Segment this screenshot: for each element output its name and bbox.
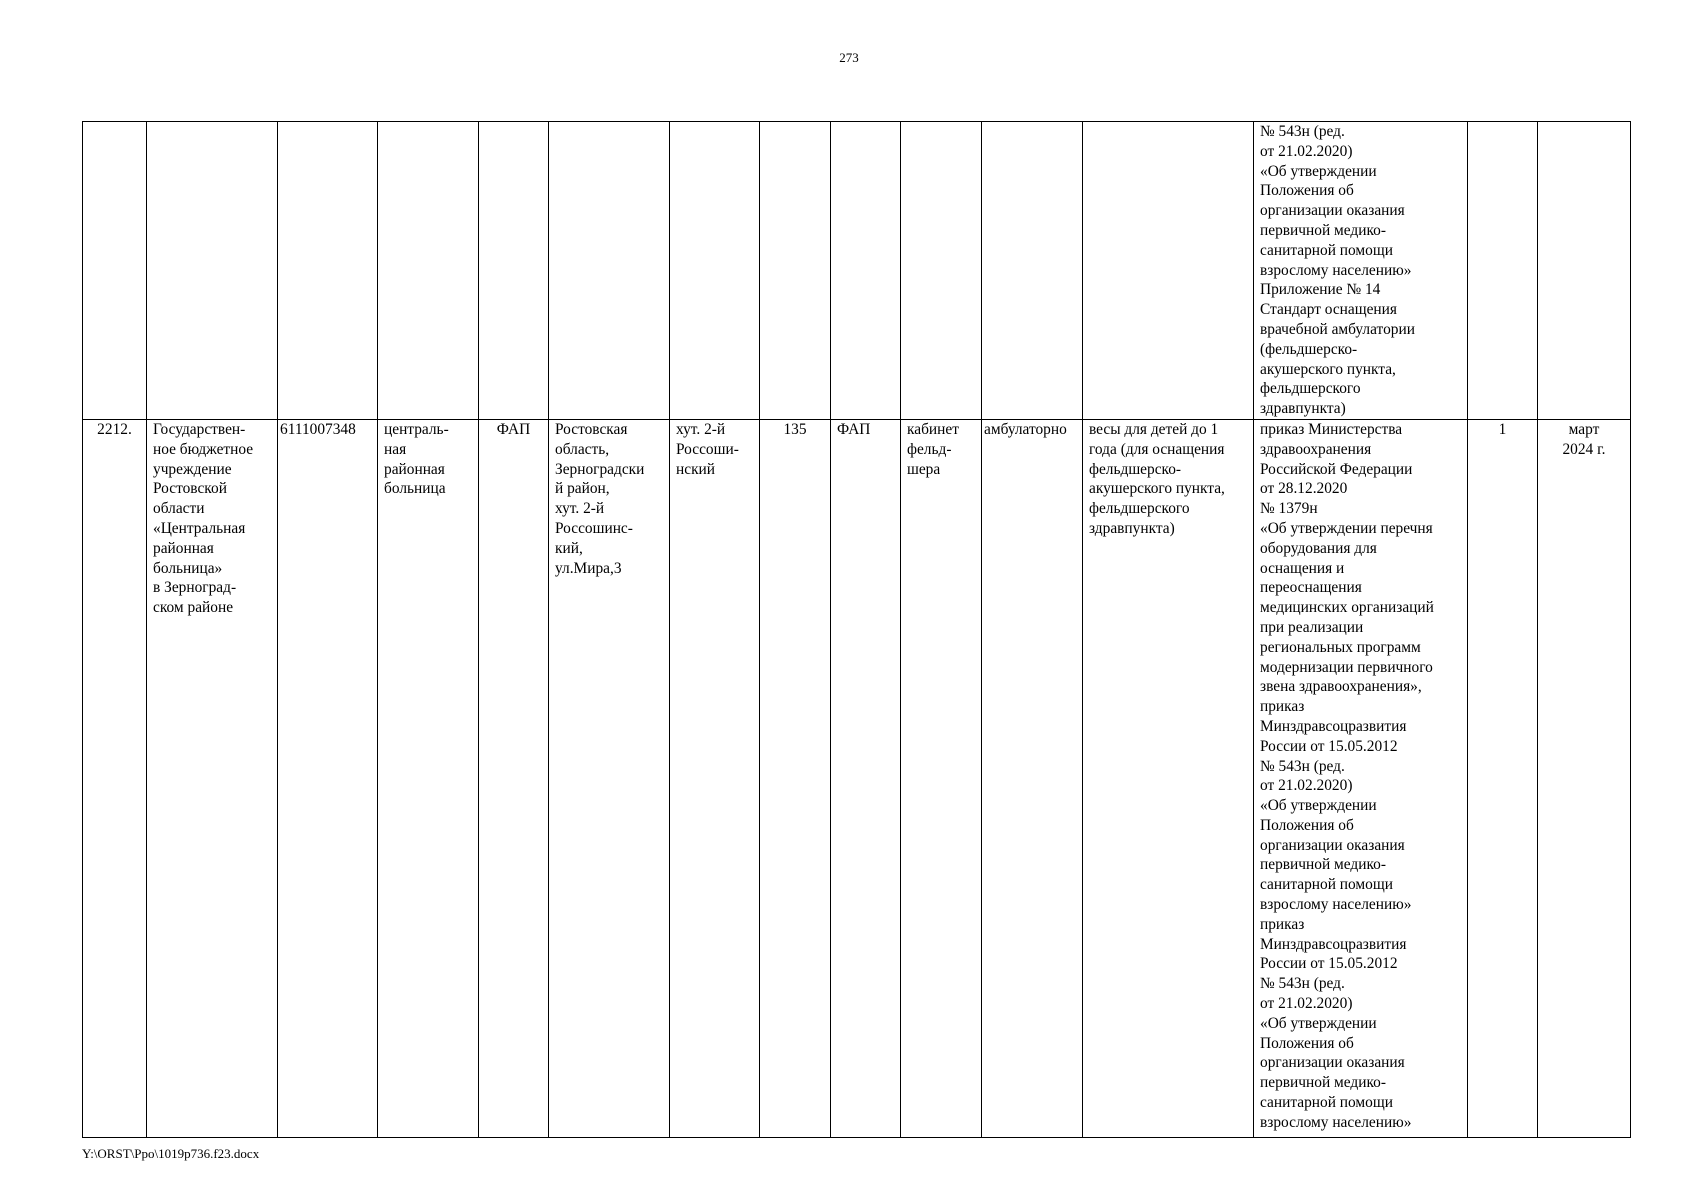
cell-quantity: 1 <box>1468 419 1538 1137</box>
cell-population <box>760 122 831 420</box>
cell-facility <box>831 122 901 420</box>
cell-legal-basis: приказ Министерства здравоохранения Российской Федерации от 28.12.2020 № 1379н «Об утверждении перечня оборудования для оснащения и переоснащения медицинских организаций при реализации региональных программ модернизации первичного звена здравоохранения», приказ Минздравсоцразвития России от 15.05.2012 № 543н (ред. от 21.02.2020) «Об утверждении Положения об организации оказания первичной медико- санитарной помощи взрослому населению» приказ Минздравсоцразвития России от 15.05.2012 № 543н (ред. от 21.02.2020) «Об утверждении Положения об организации оказания первичной медико- санитарной помощи взрослому населению» <box>1254 419 1468 1137</box>
cell-organization <box>147 122 278 420</box>
table-row-continuation <box>83 122 1631 420</box>
cell-address <box>549 122 670 420</box>
cell-care-form <box>982 122 1083 420</box>
cell-settlement <box>670 122 760 420</box>
cell-unit-type <box>479 122 549 420</box>
cell-number: 2212. <box>83 419 147 1137</box>
footer-file-path: Y:\ORST\Ppo\1019p736.f23.docx <box>82 1146 260 1161</box>
cell-care-form: амбулаторно <box>982 419 1083 1137</box>
cell-population: 135 <box>760 419 831 1137</box>
cell-deadline <box>1538 122 1631 420</box>
cell-org-type: централь- ная районная больница <box>378 419 479 1137</box>
cell-inn: 6111007348 <box>278 419 378 1137</box>
equipment-table <box>82 121 1631 1138</box>
cell-number <box>83 122 147 420</box>
cell-equipment: весы для детей до 1 года (для оснащения фельдшерско- акушерского пункта, фельдшерского здравпункта) <box>1083 419 1254 1137</box>
page-number: 273 <box>839 50 859 65</box>
cell-org-type <box>378 122 479 420</box>
cell-quantity <box>1468 122 1538 420</box>
cell-room: кабинет фельд- шера <box>901 419 982 1137</box>
cell-legal-basis: № 543н (ред. от 21.02.2020) «Об утверждении Положения об организации оказания первичной медико- санитарной помощи взрослому населению» Приложение № 14 Стандарт оснащения врачебной амбулатории (фельдшерско- акушерского пункта, фельдшерского здравпункта) <box>1254 122 1468 420</box>
cell-deadline: март 2024 г. <box>1538 419 1631 1137</box>
cell-equipment <box>1083 122 1254 420</box>
cell-room <box>901 122 982 420</box>
table-row-2212 <box>83 419 1631 1137</box>
cell-inn <box>278 122 378 420</box>
cell-settlement: хут. 2-й Россоши- нский <box>670 419 760 1137</box>
cell-address: Ростовская область, Зерноградски й район, хут. 2-й Россошинс- кий, ул.Мира,3 <box>549 419 670 1137</box>
cell-organization: Государствен- ное бюджетное учреждение Ростовской области «Центральная районная больница» в Зерноград- ском районе <box>147 419 278 1137</box>
cell-facility: ФАП <box>831 419 901 1137</box>
cell-unit-type: ФАП <box>479 419 549 1137</box>
